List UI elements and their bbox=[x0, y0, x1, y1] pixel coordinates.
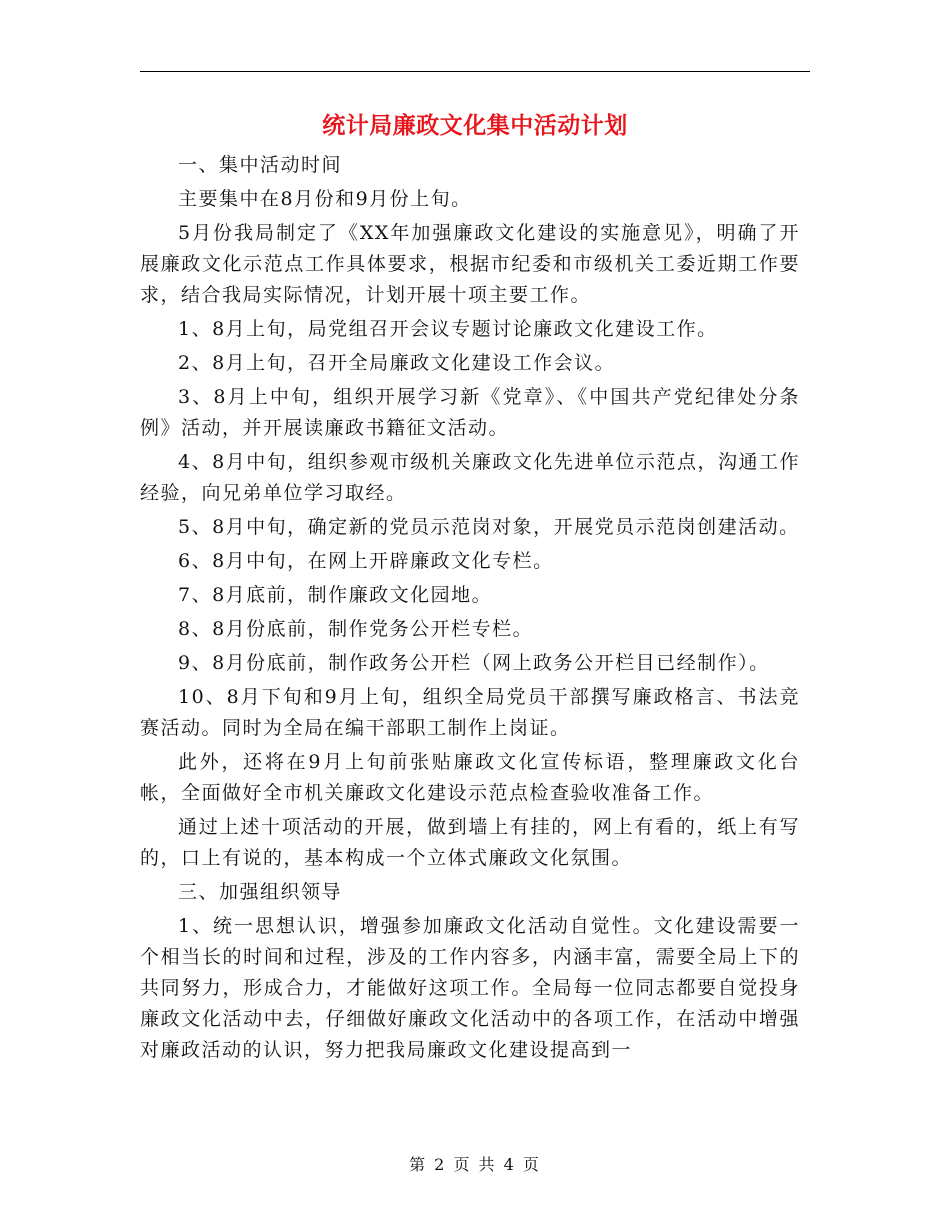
list-item: 4、8月中旬，组织参观市级机关廉政文化先进单位示范点，沟通工作经验，向兄弟单位学习取经。 bbox=[140, 451, 800, 504]
document-title: 统计局廉政文化集中活动计划 bbox=[322, 112, 628, 139]
document-body bbox=[140, 150, 800, 1069]
section-heading-time: 一、集中活动时间 bbox=[178, 154, 343, 176]
list-item: 1、统一思想认识，增强参加廉政文化活动自觉性。文化建设需要一个相当长的时间和过程，涉及的工作内容多，内涵丰富，需要全局上下的共同努力，形成合力，才能做好这项工作。全局每一位同志都要自觉投身廉政文化活动中去，仔细做好廉政文化活动中的各项工作，在活动中增强对廉政活动的认识，努力把我局廉政文化建设提高到一 bbox=[140, 915, 800, 1061]
list-item: 3、8月上中旬，组织开展学习新《党章》、《中国共产党纪律处分条例》活动，并开展读廉政书籍征文活动。 bbox=[140, 386, 800, 439]
page-number: 第 2 页 共 4 页 bbox=[409, 1155, 541, 1174]
list-item: 6、8月中旬，在网上开辟廉政文化专栏。 bbox=[178, 550, 554, 572]
list-item: 7、8月底前，制作廉政文化园地。 bbox=[178, 584, 493, 606]
paragraph: 主要集中在8月份和9月份上旬。 bbox=[178, 188, 472, 210]
paragraph: 此外，还将在9月上旬前张贴廉政文化宣传标语，整理廉政文化台帐，全面做好全市机关廉政文化建设示范点检查验收准备工作。 bbox=[140, 751, 800, 804]
list-item: 1、8月上旬，局党组召开会议专题讨论廉政文化建设工作。 bbox=[178, 318, 718, 340]
paragraph: 通过上述十项活动的开展，做到墙上有挂的，网上有看的，纸上有写的，口上有说的，基本构成一个立体式廉政文化氛围。 bbox=[140, 816, 800, 869]
list-item: 8、8月份底前，制作党务公开栏专栏。 bbox=[178, 618, 534, 640]
list-item: 5、8月中旬，确定新的党员示范岗对象，开展党员示范岗创建活动。 bbox=[178, 516, 800, 538]
header-rule bbox=[140, 71, 810, 72]
paragraph: 5月份我局制定了《XX年加强廉政文化建设的实施意见》，明确了开展廉政文化示范点工作具体要求，根据市纪委和市级机关工委近期工作要求，结合我局实际情况，计划开展十项主要工作。 bbox=[140, 222, 800, 306]
list-item: 2、8月上旬，召开全局廉政文化建设工作会议。 bbox=[178, 352, 616, 374]
list-item: 10、8月下旬和9月上旬，组织全局党员干部撰写廉政格言、书法竞赛活动。同时为全局在编干部职工制作上岗证。 bbox=[140, 686, 800, 739]
list-item: 9、8月份底前，制作政务公开栏（网上政务公开栏目已经制作）。 bbox=[178, 652, 770, 674]
section-heading-leadership: 三、加强组织领导 bbox=[178, 881, 343, 903]
